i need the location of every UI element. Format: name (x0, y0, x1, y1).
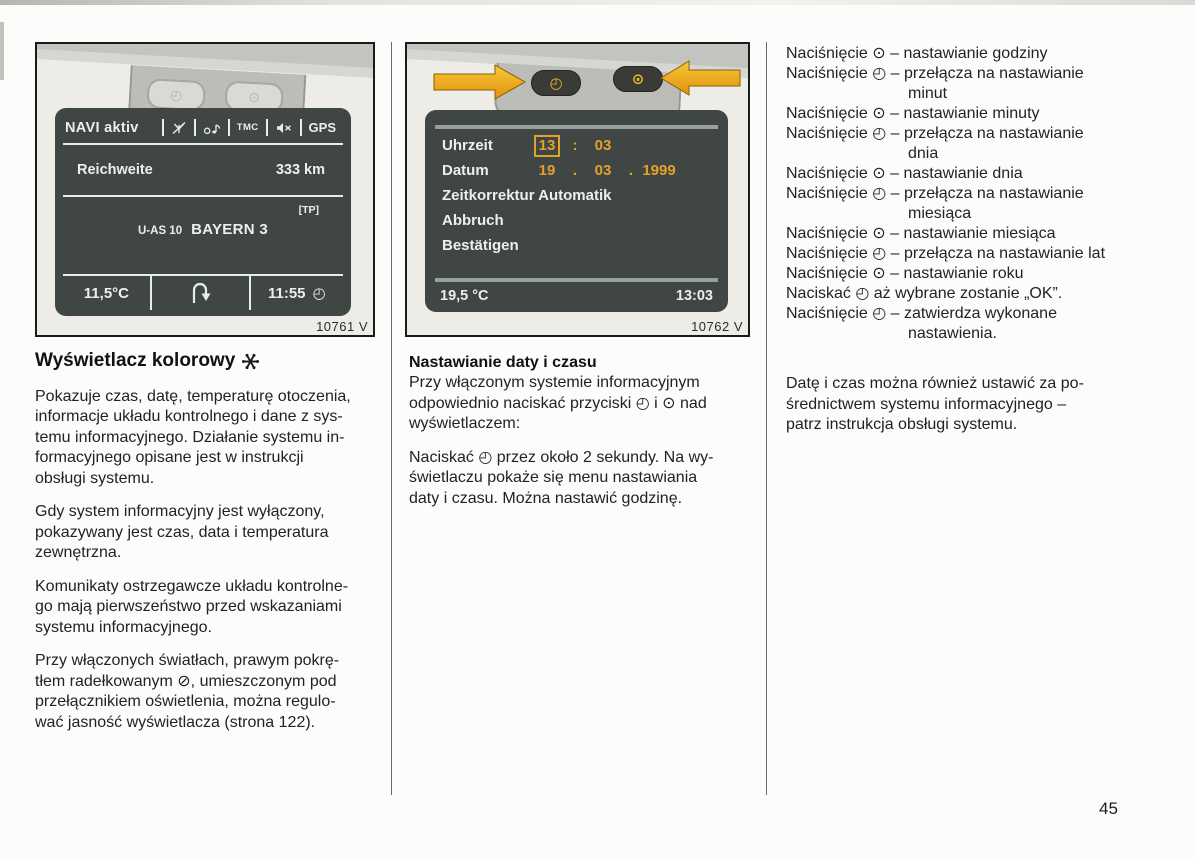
date-separator: . (572, 162, 578, 179)
mute-speaker-icon (266, 119, 300, 136)
body-paragraph: Komunikaty ostrzegawcze układu kontrolne- go mają pierwszeństwo przed wskazaniami systemu informacyjnego. (35, 577, 349, 636)
date-label: Datum (442, 162, 489, 179)
outside-temperature: 19,5 °C (440, 288, 489, 304)
instruction-line: Naciskać ◴ aż wybrane zostanie „OK”. (786, 285, 1063, 302)
u-turn-arrow-icon (150, 276, 249, 310)
color-display-screen (55, 108, 351, 316)
option-asterisk-icon (242, 353, 259, 370)
instruction-line: Naciśnięcie ◴ – przełącza na nastawianie dnia (786, 125, 1084, 162)
dot-button-icon: ⊙ (631, 71, 645, 88)
menu-item: Abbruch (442, 212, 504, 229)
body-paragraph: Przy włączonym systemie informacyjnym odpowiednio naciskać przyciski ◴ i ⊙ nad wyświetlaczem: (409, 374, 707, 432)
date-separator: . (628, 162, 634, 179)
station-code: U-AS 10 (138, 225, 183, 237)
dot-button-icon: ⊙ (247, 88, 261, 105)
tmc-label: TMC (228, 119, 266, 136)
day-value: 19 (538, 162, 556, 179)
body-paragraph: Przy włączonych światłach, prawym pokrę- tłem radełkowanym ⊘, umieszczonym pod przełącznikiem oświetlenia, można regulo- wać jasność wyświetlacza (strona 122). (35, 652, 340, 731)
instruction-line: Naciśnięcie ◴ – przełącza na nastawianie lat (786, 245, 1106, 262)
section-heading-text: Wyświetlacz kolorowy (35, 350, 236, 371)
clock-icon: ◴ (312, 284, 326, 302)
month-value: 03 (594, 162, 612, 179)
outside-temperature: 11,5°C (83, 284, 129, 302)
dot-button (613, 66, 663, 92)
display-status-bar (63, 114, 343, 145)
instruction-line: Naciśnięcie ⊙ – nastawianie dnia (786, 165, 1023, 182)
clock-button-icon: ◴ (169, 85, 183, 103)
body-paragraph: Gdy system informacyjny jest wyłączony, pokazywany jest czas, data i temperatura zewnętrzna. (35, 503, 329, 561)
body-paragraph: Datę i czas można również ustawić za po- średnictwem systemu informacyjnego – patrz instrukcja obsługi systemu. (786, 375, 1084, 433)
column-divider (391, 42, 392, 795)
yellow-arrow-left-icon (659, 60, 741, 96)
scan-artifact-left (0, 22, 4, 80)
instruction-line: Naciśnięcie ◴ – przełącza na nastawianie minut (786, 65, 1084, 102)
instruction-line: Naciśnięcie ◴ – zatwierdza wykonane nastawienia. (786, 305, 1057, 342)
body-paragraph: Pokazuje czas, datę, temperaturę otoczenia, informacje układu kontrolnego i dane z sys- temu informacyjnego. Działanie systemu in- formacyjnego opisane jest w instrukcji obsługi systemu. (35, 387, 351, 487)
antenna-off-icon (162, 119, 194, 136)
scan-artifact-top (0, 0, 1195, 5)
range-value: 333 km (275, 162, 325, 178)
time-setting-row (442, 133, 728, 158)
right-column (786, 44, 1171, 449)
navi-status-label: NAVI aktiv (65, 119, 139, 136)
middle-column (409, 352, 759, 522)
page-number: 45 (1099, 799, 1118, 818)
figure-date-time-setting (405, 42, 750, 337)
display-divider (63, 195, 343, 197)
clock-time-cell (249, 276, 343, 310)
body-paragraph: Naciskać ◴ przez około 2 sekundy. Na wy- świetlaczu pokaże się menu nastawiania daty i czasu. Można nastawić godzinę. (409, 448, 714, 507)
instruction-line: Naciśnięcie ⊙ – nastawianie minuty (786, 105, 1040, 122)
display-time: 11:55 (267, 284, 306, 302)
station-name: BAYERN 3 (191, 221, 268, 238)
figure-caption: 10762 V (691, 319, 743, 334)
figure-caption: 10761 V (316, 319, 368, 334)
time-label: Uhrzeit (442, 137, 493, 154)
range-label: Reichweite (77, 162, 153, 178)
settings-display-screen (425, 110, 728, 312)
clock-button (146, 78, 206, 111)
gps-label: GPS (300, 119, 343, 136)
audio-note-icon (194, 119, 228, 136)
instruction-line: Naciśnięcie ◴ – przełącza na nastawianie miesiąca (786, 185, 1084, 222)
instruction-line: Naciśnięcie ⊙ – nastawianie roku (786, 265, 1024, 282)
figure-color-display (35, 42, 375, 337)
column-divider (766, 42, 767, 795)
menu-item: Bestätigen (442, 237, 519, 254)
display-footer (63, 274, 343, 310)
display-footer (425, 278, 728, 304)
yellow-arrow-right-icon (433, 64, 527, 100)
date-setting-row (442, 158, 728, 183)
section-heading (35, 351, 383, 372)
left-column (35, 351, 383, 746)
instruction-line: Naciśnięcie ⊙ – nastawianie miesiąca (786, 225, 1056, 242)
radio-station-row (55, 221, 351, 239)
selected-hour-value: 13 (534, 135, 561, 157)
instruction-line: Naciśnięcie ⊙ – nastawianie godziny (786, 45, 1048, 62)
display-time: 13:03 (675, 288, 713, 304)
year-value: 1999 (642, 162, 676, 179)
tp-badge: [TP] (298, 204, 319, 216)
time-colon: : (572, 137, 578, 154)
clock-button (531, 70, 581, 96)
subsection-heading: Nastawianie daty i czasu (409, 354, 597, 371)
menu-item: Zeitkorrektur Automatik (442, 187, 612, 204)
clock-button-icon: ◴ (549, 75, 563, 92)
range-row (77, 162, 325, 178)
display-divider (435, 278, 718, 282)
minute-value: 03 (594, 137, 612, 154)
